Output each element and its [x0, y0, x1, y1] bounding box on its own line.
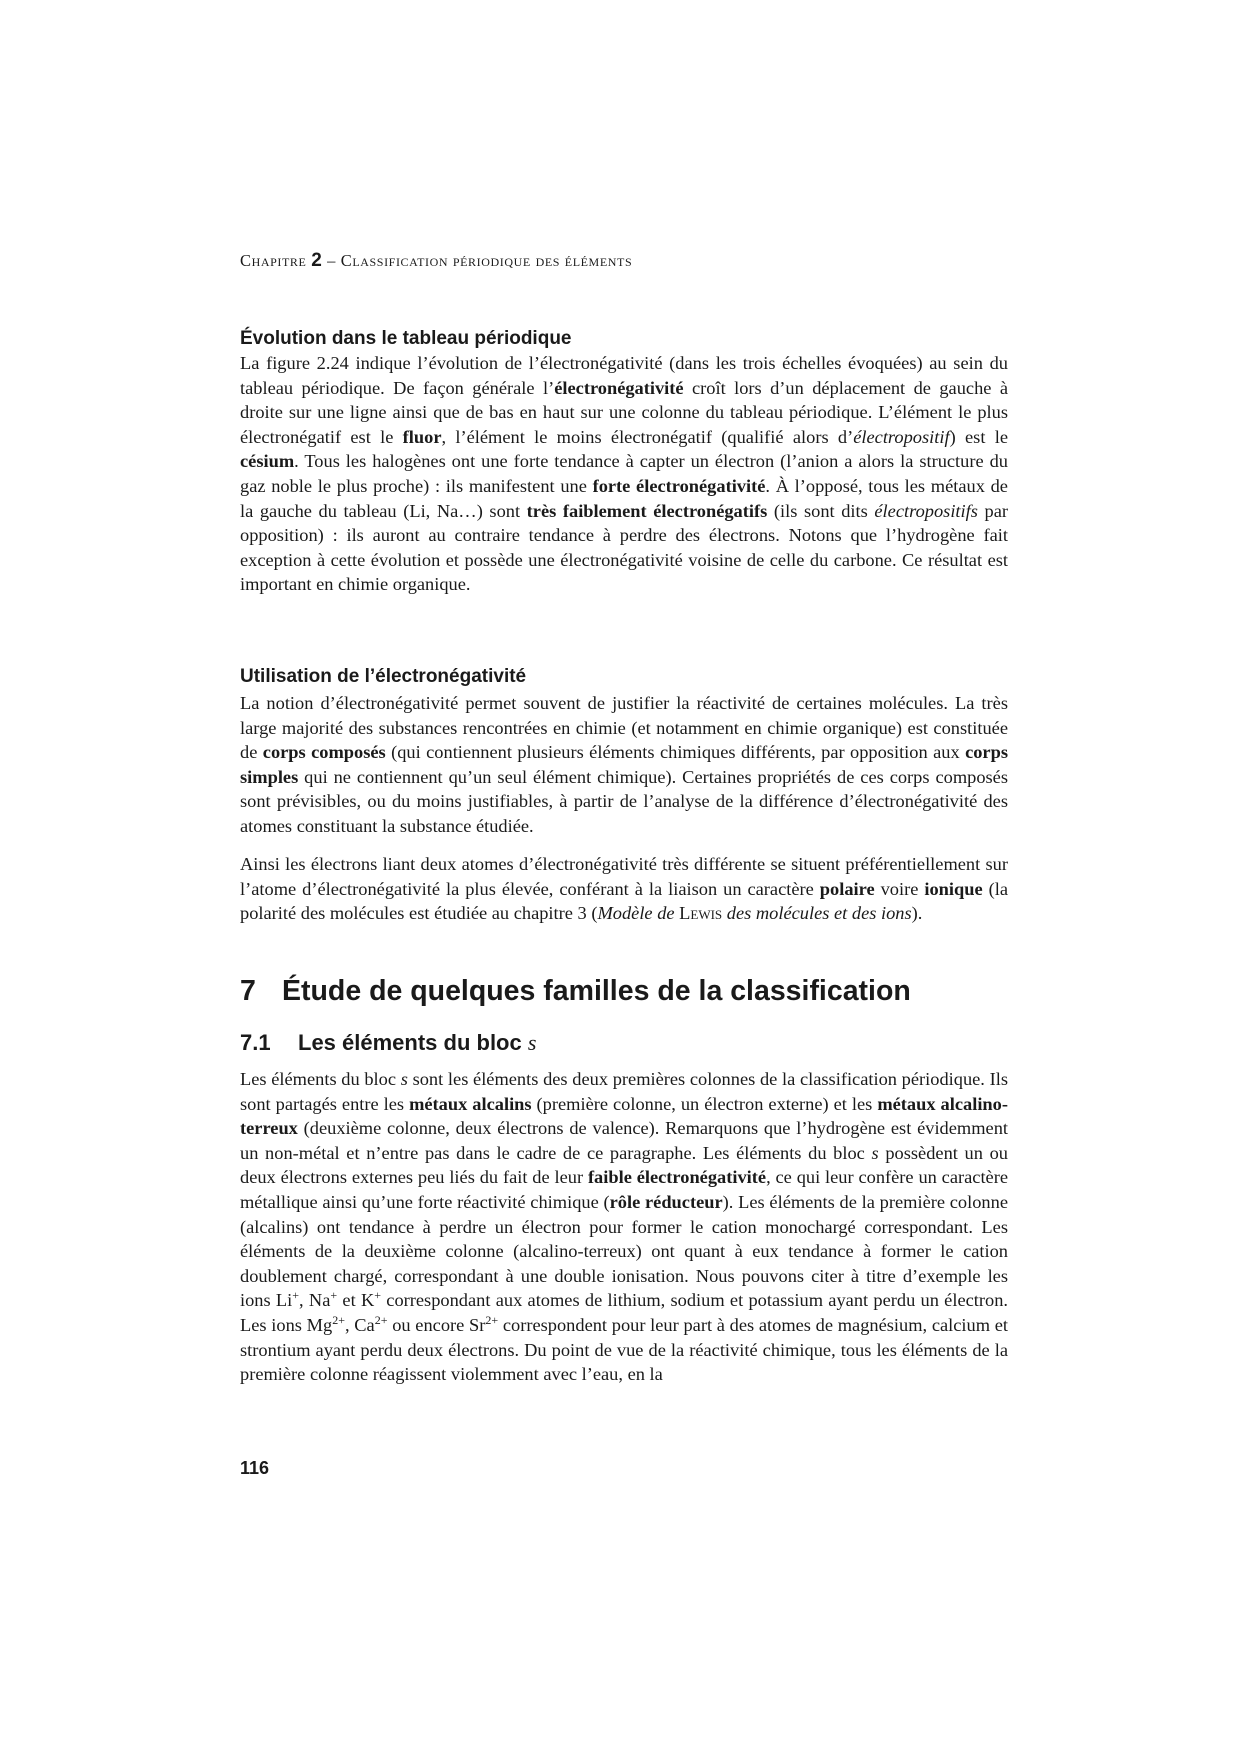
subheading-evolution: Évolution dans le tableau périodique — [240, 328, 572, 349]
header-separator: – — [327, 251, 336, 270]
chapter-number: 2 — [311, 250, 323, 271]
subsection-title-text: Les éléments du bloc — [298, 1030, 528, 1055]
subsection-number: 7.1 — [240, 1030, 271, 1055]
subsection-title-italic: s — [527, 1030, 537, 1055]
subheading-utilisation: Utilisation de l’électronégativité — [240, 666, 527, 687]
section-number: 7 — [240, 975, 256, 1007]
running-header — [240, 250, 632, 272]
section-title-text: Étude de quelques familles de la classification — [282, 975, 911, 1007]
paragraph-utilisation-2: Ainsi les électrons liant deux atomes d’électronégativité très différente se situent préférentiellement sur l’atome d’électronégativité la plus élevée, conférant à la liaison un caractère polaire voire ionique (la polarité des molécules est étudiée au chapitre 3 (Modèle de Lewis des molécules et des ions). — [240, 854, 1009, 924]
section-7-title — [240, 975, 911, 1008]
chapter-title: Classification périodique des éléments — [340, 251, 633, 270]
paragraph-utilisation-1: La notion d’électronégativité permet souvent de justifier la réactivité de certaines molécules. La très large majorité des substances rencontrées en chimie (et notamment en chimie organique) est constituée de corps composés (qui contiennent plusieurs éléments chimiques différents, par opposition aux corps simples qui ne contiennent qu’un seul élément chimique). Certaines propriétés de ces corps composés sont prévisibles, ou du moins justifiables, à partir de l’analyse de la différence d’électronégativité des atomes constituant la substance étudiée. — [240, 693, 1008, 836]
paragraph-evolution: La figure 2.24 indique l’évolution de l’électronégativité (dans les trois échelles évoquées) au sein du tableau périodique. De façon générale l’électronégativité croît lors d’un déplacement de gauche à droite sur une ligne ainsi que de bas en haut sur une colonne du tableau périodique. L’élément le plus électronégatif est le fluor, l’élément le moins électronégatif (qualifié alors d’électropositif) est le césium. Tous les halogènes ont une forte tendance à capter un électron (l’anion a alors la structure du gaz noble le plus proche) : ils manifestent une forte électronégativité. À l’opposé, tous les métaux de la gauche du tableau (Li, Na…) sont très faiblement électronégatifs (ils sont dits électropositifs par opposition) : ils auront au contraire tendance à perdre des électrons. Notons que l’hydrogène fait exception à cette évolution et possède une électronégativité voisine de celle du carbone. Ce résultat est important en chimie organique. — [240, 353, 1009, 595]
chapter-word: Chapitre — [240, 251, 307, 270]
page-number: 116 — [240, 1458, 270, 1478]
section-7-1-title — [240, 1030, 536, 1056]
paragraph-bloc-s: Les éléments du bloc s sont les éléments des deux premières colonnes de la classification périodique. Ils sont partagés entre les métaux alcalins (première colonne, un électron externe) et les métaux alcalino-terreux (deuxième colonne, deux électrons de valence). Remarquons que l’hydrogène est évidemment un non-métal et n’entre pas dans le cadre de ce paragraphe. Les éléments du bloc s possèdent un ou deux électrons externes peu liés du fait de leur faible électronégativité, ce qui leur confère un caractère métallique ainsi qu’une forte réactivité chimique (rôle réducteur). Les éléments de la première colonne (alcalins) ont tendance à perdre un électron pour former le cation monochargé correspondant. Les éléments de la deuxième colonne (alcalino-terreux) ont quant à eux tendance à former le cation doublement chargé, correspondant à une double ionisation. Nous pouvons citer à titre d’exemple les ions Li+, Na+ et K+ correspondant aux atomes de lithium, sodium et potassium ayant perdu un électron. Les ions $Mg^{2+}$, $Ca^{2+}$ ou encore $Sr^{2+}$ correspondent pour leur part à des atomes de magnésium, calcium et strontium ayant perdu deux électrons. Du point de vue de la réactivité chimique, tous les éléments de la première colonne réagissent violemment avec l’eau, en la — [240, 1069, 1009, 1385]
